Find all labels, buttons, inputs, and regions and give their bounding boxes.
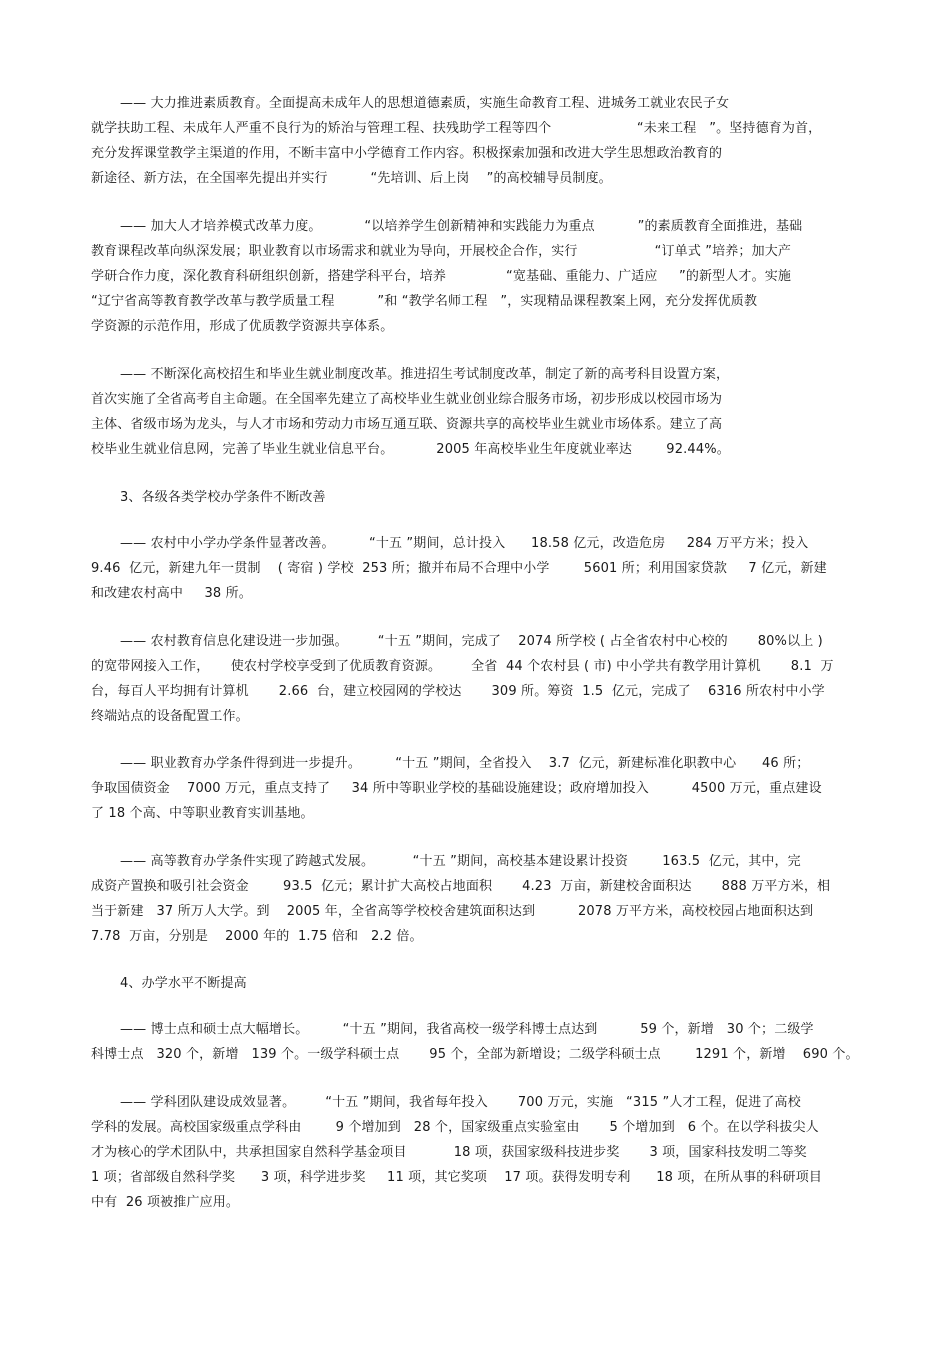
text-line: 台，每百人平均拥有计算机 2.66 台，建立校园网的学校达 309 所。筹资 1.5 亿元，完成了 6316 所农村中小学 xyxy=(91,684,825,699)
text-line: 学资源的示范作用，形成了优质教学资源共享体系。 xyxy=(91,319,394,334)
text-line: 教育课程改革向纵深发展；职业教育以市场需求和就业为导向，开展校企合作，实行 “订单式 ”培养；加大产 xyxy=(91,244,792,259)
text-line: 的宽带网接入工作， 使农村学校享受到了优质教育资源。 全省 44 个农村县 ( 市) 中小学共有教学用计算机 8.1 万 xyxy=(91,659,834,674)
text-line: 争取国债资金 7000 万元，重点支持了 34 所中等职业学校的基础设施建设；政府增加投入 4500 万元，重点建设 xyxy=(91,781,822,796)
text-line: “辽宁省高等教育教学改革与教学质量工程 ”和 “教学名师工程 ”，实现精品课程教案上网，充分发挥优质教 xyxy=(91,294,758,309)
text-line: 主体、省级市场为龙头，与人才市场和劳动力市场互通互联、资源共享的高校毕业生就业市场体系。建立了高 xyxy=(91,417,723,432)
text-line: 学科的发展。高校国家级重点学科由 9 个增加到 28 个，国家级重点实验室由 5 个增加到 6 个。在以学科拔尖人 xyxy=(91,1120,819,1135)
text-line: 校毕业生就业信息网，完善了毕业生就业信息平台。 2005 年高校毕业生年度就业率达 92.44%。 xyxy=(91,442,730,457)
text-line: —— 大力推进素质教育。全面提高未成年人的思想道德素质，实施生命教育工程、进城务工就业农民子女 xyxy=(120,96,730,111)
text-line: —— 农村教育信息化建设进一步加强。 “十五 ”期间，完成了 2074 所学校 ( 占全省农村中心校的 80%以上 ) xyxy=(120,634,823,649)
text-line: 充分发挥课堂教学主渠道的作用，不断丰富中小学德育工作内容。积极探索加强和改进大学生思想政治教育的 xyxy=(91,146,723,161)
text-line: 中有 26 项被推广应用。 xyxy=(91,1195,240,1210)
text-line: 了 18 个高、中等职业教育实训基地。 xyxy=(91,806,314,821)
text-line: —— 学科团队建设成效显著。 “十五 ”期间，我省每年投入 700 万元，实施 “315 ”人才工程，促进了高校 xyxy=(120,1095,801,1110)
text-line: 当于新建 37 所万人大学。到 2005 年，全省高等学校校舍建筑面积达到 2078 万平方米，高校校园占地面积达到 xyxy=(91,904,814,919)
text-line: 就学扶助工程、未成年人严重不良行为的矫治与管理工程、扶残助学工程等四个 “未来工程 ”。坚持德育为首， xyxy=(91,121,822,136)
text-line: 学研合作力度，深化教育科研组织创新，搭建学科平台，培养 “宽基础、重能力、广适应 ”的新型人才。实施 xyxy=(91,269,792,284)
text-line: 科博士点 320 个，新增 139 个。一级学科硕士点 95 个，全部为新增设；二级学科硕士点 1291 个，新增 690 个。 xyxy=(91,1047,859,1062)
text-line: 9.46 亿元，新建九年一贯制 ( 寄宿 ) 学校 253 所；撤并布局不合理中小学 5601 所；利用国家贷款 7 亿元，新建 xyxy=(91,561,827,576)
text-line: —— 不断深化高校招生和毕业生就业制度改革。推进招生考试制度改革，制定了新的高考科目设置方案， xyxy=(120,367,730,382)
text-line: 才为核心的学术团队中，共承担国家自然科学基金项目 18 项，获国家级科技进步奖 3 项，国家科技发明二等奖 xyxy=(91,1145,807,1160)
text-line: 和改建农村高中 38 所。 xyxy=(91,586,252,601)
text-line: —— 职业教育办学条件得到进一步提升。 “十五 ”期间，全省投入 3.7 亿元，新建标准化职教中心 46 所； xyxy=(120,756,810,771)
text-line: 新途径、新方法，在全国率先提出并实行 “先培训、后上岗 ”的高校辅导员制度。 xyxy=(91,171,612,186)
text-line: 1 项；省部级自然科学奖 3 项，科学进步奖 11 项，其它奖项 17 项。获得发明专利 18 项，在所从事的科研项目 xyxy=(91,1170,823,1185)
text-line: 终端站点的设备配置工作。 xyxy=(91,709,249,724)
text-line: —— 加大人才培养模式改革力度。 “以培养学生创新精神和实践能力为重点 ”的素质教育全面推进，基础 xyxy=(120,219,803,234)
text-line: —— 农村中小学办学条件显著改善。 “十五 ”期间，总计投入 18.58 亿元，改造危房 284 万平方米；投入 xyxy=(120,536,809,551)
text-line: —— 高等教育办学条件实现了跨越式发展。 “十五 ”期间，高校基本建设累计投资 163.5 亿元，其中，完 xyxy=(120,854,801,869)
text-line: 7.78 万亩，分别是 2000 年的 1.75 倍和 2.2 倍。 xyxy=(91,929,423,944)
text-line: 成资产置换和吸引社会资金 93.5 亿元；累计扩大高校占地面积 4.23 万亩，新建校舍面积达 888 万平方米，相 xyxy=(91,879,831,894)
text-line: —— 博士点和硕士点大幅增长。 “十五 ”期间，我省高校一级学科博士点达到 59 个，新增 30 个；二级学 xyxy=(120,1022,814,1037)
text-line: 首次实施了全省高考自主命题。在全国率先建立了高校毕业生就业创业综合服务市场，初步形成以校园市场为 xyxy=(91,392,723,407)
section-heading: 3、各级各类学校办学条件不断改善 xyxy=(120,490,326,505)
section-heading: 4、办学水平不断提高 xyxy=(120,976,247,991)
